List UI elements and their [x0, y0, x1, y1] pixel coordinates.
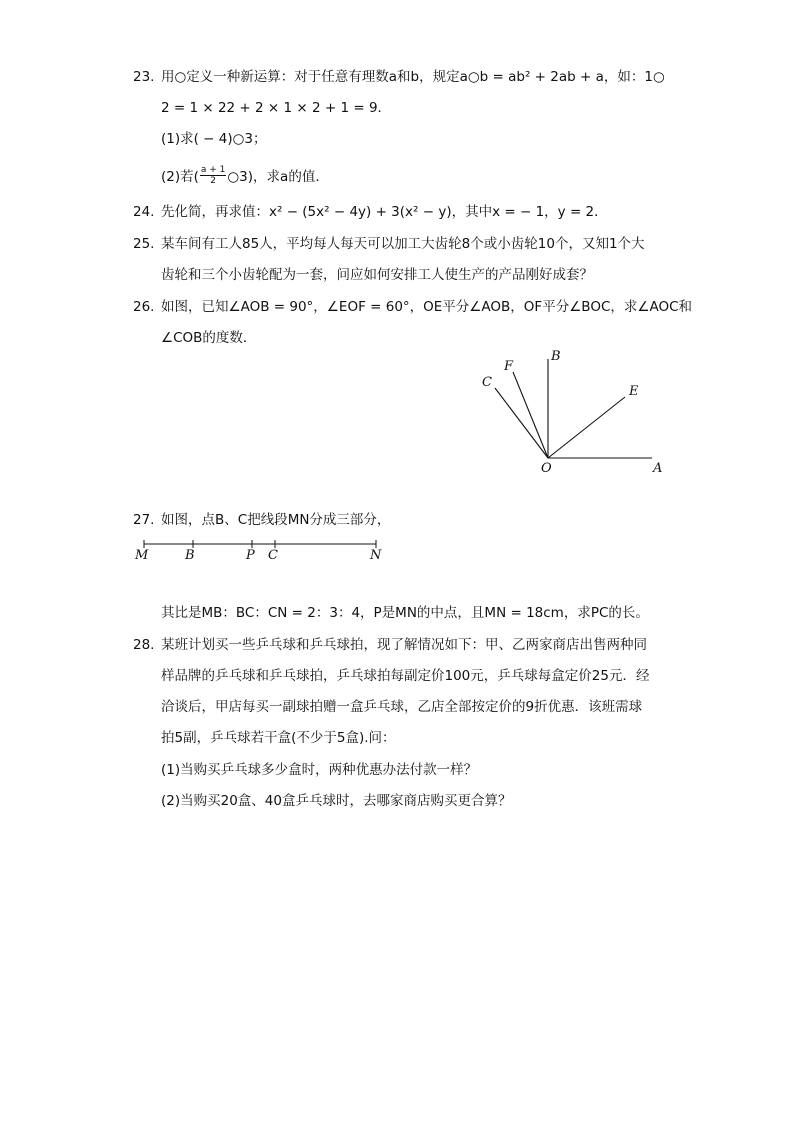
q28-line4: 拍5副，乒乓球若干盒(不少于5盒).问： [161, 730, 396, 746]
label-O: O [541, 461, 552, 476]
q26-number: 26. [133, 299, 155, 315]
q23-part1: (1)求( − 4)○3； [161, 131, 267, 147]
label-B2: B [185, 548, 195, 563]
q28-part1: (1)当购买乒乓球多少盒时，两种优惠办法付款一样？ [161, 762, 478, 778]
q28-line3: 洽谈后，甲店每买一副球拍赠一盒乒乓球，乙店全部按定价的9折优惠．该班需球 [161, 699, 643, 715]
q24-number: 24. [133, 204, 155, 220]
q28-line1: 某班计划买一些乒乓球和乒乓球拍，现了解情况如下：甲、乙两家商店出售两种同 [161, 637, 647, 653]
q25-line2: 齿轮和三个小齿轮配为一套，问应如何安排工人使生产的产品刚好成套？ [161, 267, 593, 283]
label-C2: C [268, 548, 278, 563]
q23-line2: 2 = 1 × 22 + 2 × 1 × 2 + 1 = 9． [161, 100, 392, 116]
q24-text: 先化简，再求值：x² − (5x² − 4y) + 3(x² − y)，其中x = − 1，y = 2． [161, 204, 608, 220]
q23-line1: 用○定义一种新运算：对于任意有理数a和b，规定a○b = ab² + 2ab + a，如：1○ [161, 69, 665, 85]
q26-line2: ∠COB的度数． [161, 330, 257, 346]
q28-part2: (2)当购买20盒、40盒乒乓球时，去哪家商店购买更合算？ [161, 793, 512, 809]
q25-number: 25. [133, 236, 155, 252]
label-B: B [551, 349, 561, 364]
q27-line1: 如图，点B、C把线段MN分成三部分， [161, 512, 391, 528]
segment-figure [130, 535, 390, 565]
q23-fraction-numerator: a + 1 [200, 165, 226, 175]
q23-fraction-denominator: 2 [210, 176, 217, 186]
label-N: N [370, 548, 382, 563]
q23-part2-prefix: (2)若( [161, 168, 199, 185]
ray-OE [548, 397, 625, 458]
angle-figure [470, 345, 680, 480]
q25-line1: 某车间有工人85人，平均每人每天可以加工大齿轮8个或小齿轮10个，又知1个大 [161, 236, 645, 252]
q27-line2: 其比是MB：BC：CN = 2：3：4，P是MN的中点，且MN = 18cm，求PC的长。 [161, 605, 649, 621]
q28-number: 28. [133, 637, 155, 653]
q23-number: 23. [133, 69, 155, 85]
label-P: P [246, 548, 255, 563]
label-E: E [629, 384, 639, 399]
label-C: C [482, 375, 492, 390]
label-F: F [504, 359, 514, 374]
q27-number: 27. [133, 512, 155, 528]
label-M: M [135, 548, 149, 563]
ray-OC [495, 388, 548, 458]
q23-part2 [161, 166, 329, 187]
q28-line2: 样品牌的乒乓球和乒乓球拍，乒乓球拍每副定价100元，乒乓球每盒定价25元．经 [161, 668, 650, 684]
q23-fraction [200, 165, 227, 186]
q26-line1: 如图，已知∠AOB = 90°，∠EOF = 60°，OE平分∠AOB，OF平分∠BOC，求∠AOC和 [161, 299, 693, 315]
q23-part2-suffix: ○3)，求a的值． [227, 168, 329, 185]
label-A: A [653, 461, 663, 476]
ray-OF [513, 372, 548, 458]
